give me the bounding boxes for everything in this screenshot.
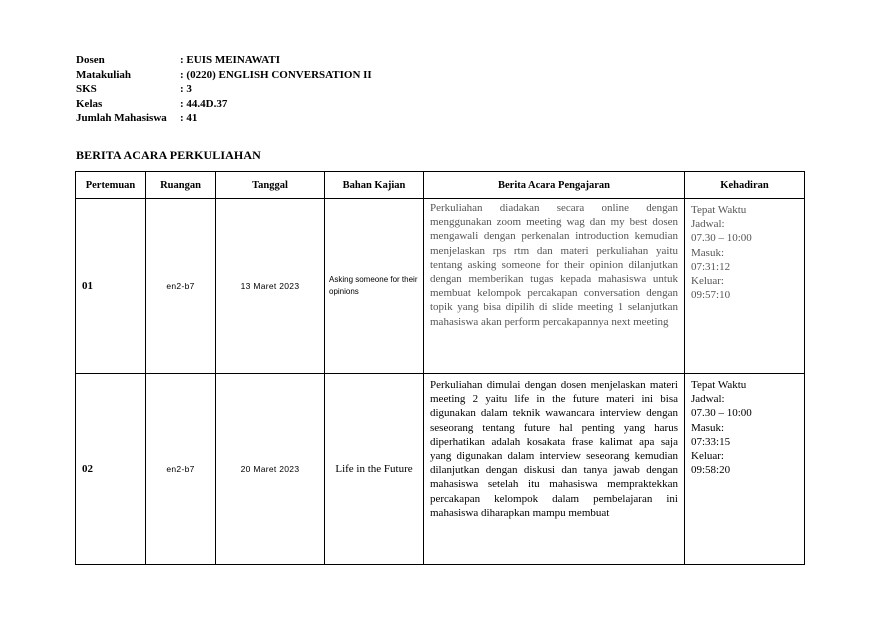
header-ruangan: Ruangan bbox=[146, 172, 216, 199]
header-bahan-kajian: Bahan Kajian bbox=[325, 172, 424, 199]
info-label: Kelas bbox=[76, 97, 103, 110]
cell-ruangan: en2-b7 bbox=[146, 199, 216, 374]
attendance-checkin: 07:33:15 bbox=[691, 435, 731, 448]
attendance-checkout-label: Keluar: bbox=[691, 450, 724, 463]
table-row bbox=[76, 199, 805, 374]
info-row-sks bbox=[76, 82, 372, 97]
attendance-checkin-label: Masuk: bbox=[691, 246, 724, 259]
attendance-status: Tepat Waktu bbox=[691, 204, 747, 216]
info-label: SKS bbox=[76, 83, 97, 95]
cell-bahan-kajian: Life in the Future bbox=[325, 374, 424, 565]
cell-bahan-kajian: Asking someone for their opinions bbox=[325, 199, 424, 374]
attendance-schedule: 07.30 – 10:00 bbox=[691, 407, 752, 420]
info-value: : (0220) ENGLISH CONVERSATION II bbox=[180, 68, 372, 81]
table-header-row bbox=[76, 172, 805, 199]
cell-berita-acara: Perkuliahan diadakan secara online dengan menggunakan zoom meeting wag dan my best dosen mengawali dengan perkenalan introduction kemudian menjelaskan rps rtm dan materi perkuliahan yaitu tentang asking someone for their opinion dilanjutkan dengan memberikan tugas kepada mahasiswa untuk membuat kelompok percakapan conversation dengan topik yang bisa dipilih di slide meeting 1 selanjutkan mahasiswa akan perform percakapannya next meeting bbox=[424, 199, 685, 374]
header-kehadiran: Kehadiran bbox=[685, 172, 805, 199]
info-value: : 41 bbox=[180, 112, 198, 124]
info-row-jumlah-mahasiswa bbox=[76, 111, 372, 126]
header-tanggal: Tanggal bbox=[216, 172, 325, 199]
table-row bbox=[76, 374, 805, 565]
attendance-checkin: 07:31:12 bbox=[691, 260, 731, 273]
section-title: BERITA ACARA PERKULIAHAN bbox=[76, 148, 261, 162]
attendance-schedule-label: Jadwal: bbox=[691, 218, 725, 231]
info-value: : EUIS MEINAWATI bbox=[180, 54, 281, 66]
info-value: : 44.4D.37 bbox=[180, 97, 228, 110]
cell-kehadiran bbox=[685, 199, 805, 374]
cell-pertemuan: 02 bbox=[76, 374, 146, 565]
cell-ruangan: en2-b7 bbox=[146, 374, 216, 565]
header-pertemuan: Pertemuan bbox=[76, 172, 146, 199]
header-berita-acara: Berita Acara Pengajaran bbox=[424, 172, 685, 199]
cell-tanggal: 13 Maret 2023 bbox=[216, 199, 325, 374]
attendance-status: Tepat Waktu bbox=[691, 379, 747, 391]
info-label: Jumlah Mahasiswa bbox=[76, 112, 167, 124]
info-row-matakuliah bbox=[76, 68, 372, 83]
attendance-checkout: 09:58:20 bbox=[691, 464, 731, 477]
course-info bbox=[76, 53, 372, 126]
info-row-dosen bbox=[76, 53, 372, 68]
berita-acara-text: Perkuliahan dimulai dengan dosen menjelaskan materi meeting 2 yaitu life in the future materi ini bisa digunakan dalam teknik wawancara interview dengan seseorang tentang future hal penting yang harus diperhatikan adalah kosakata frase kalimat apa saja yang digunakan dalam interview seseorang kemudian dilanjutkan dengan diskusi dan tanya jawab dengan mahasiswa setelah itu mahasiswa mempraktekkan percakapan kelompok dalam pembelajaran ini mahasiswa diharapkan mampu membuat bbox=[430, 379, 678, 519]
cell-berita-acara bbox=[424, 374, 685, 565]
attendance-checkout-label: Keluar: bbox=[691, 275, 724, 288]
attendance-checkout: 09:57:10 bbox=[691, 289, 731, 302]
info-label: Matakuliah bbox=[76, 68, 132, 81]
cell-tanggal: 20 Maret 2023 bbox=[216, 374, 325, 565]
info-value: : 3 bbox=[180, 83, 192, 95]
cell-pertemuan: 01 bbox=[76, 199, 146, 374]
attendance-schedule: 07.30 – 10:00 bbox=[691, 232, 752, 245]
attendance-schedule-label: Jadwal: bbox=[691, 393, 725, 406]
cell-kehadiran bbox=[685, 374, 805, 565]
info-row-kelas bbox=[76, 97, 372, 112]
attendance-checkin-label: Masuk: bbox=[691, 421, 724, 434]
info-label: Dosen bbox=[76, 54, 105, 66]
lecture-report-table bbox=[75, 171, 805, 565]
